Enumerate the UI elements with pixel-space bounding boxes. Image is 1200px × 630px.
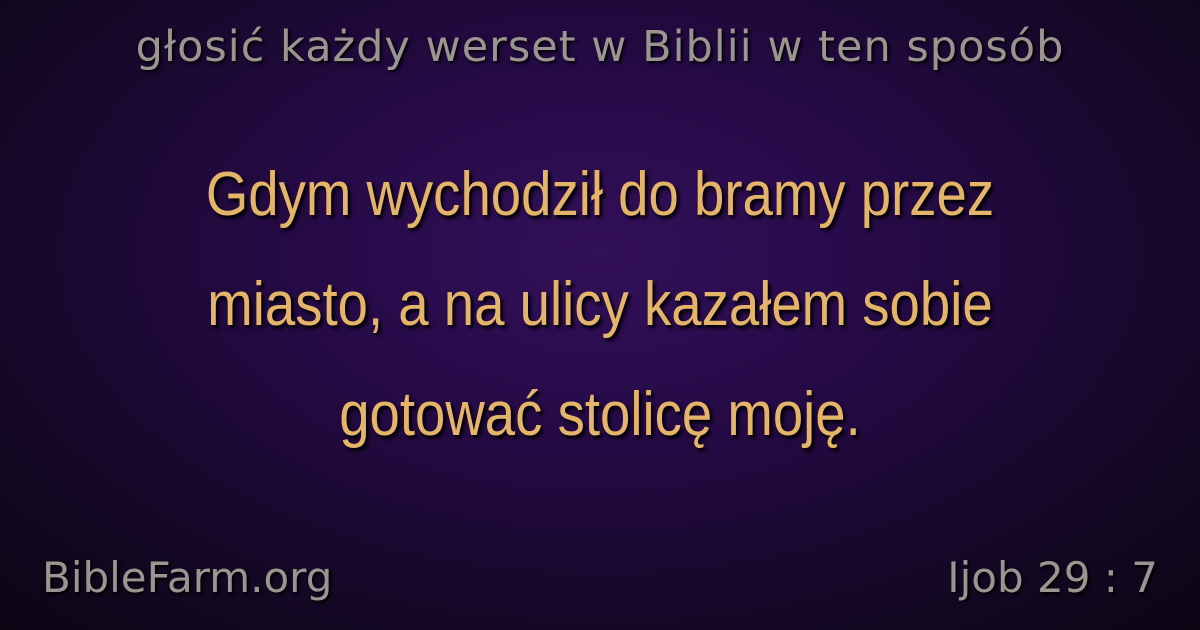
- verse-text: [107, 140, 1093, 470]
- tagline: głosić każdy werset w Biblii w ten sposób: [135, 22, 1065, 72]
- verse-line: miasto, a na ulicy kazałem sobie: [207, 270, 993, 339]
- verse-line: Gdym wychodził do bramy przez: [205, 160, 995, 229]
- site-name: BibleFarm.org: [42, 553, 333, 602]
- verse-reference: Ijob 29 : 7: [947, 553, 1158, 602]
- verse-line: gotować stolicę moję.: [339, 380, 861, 449]
